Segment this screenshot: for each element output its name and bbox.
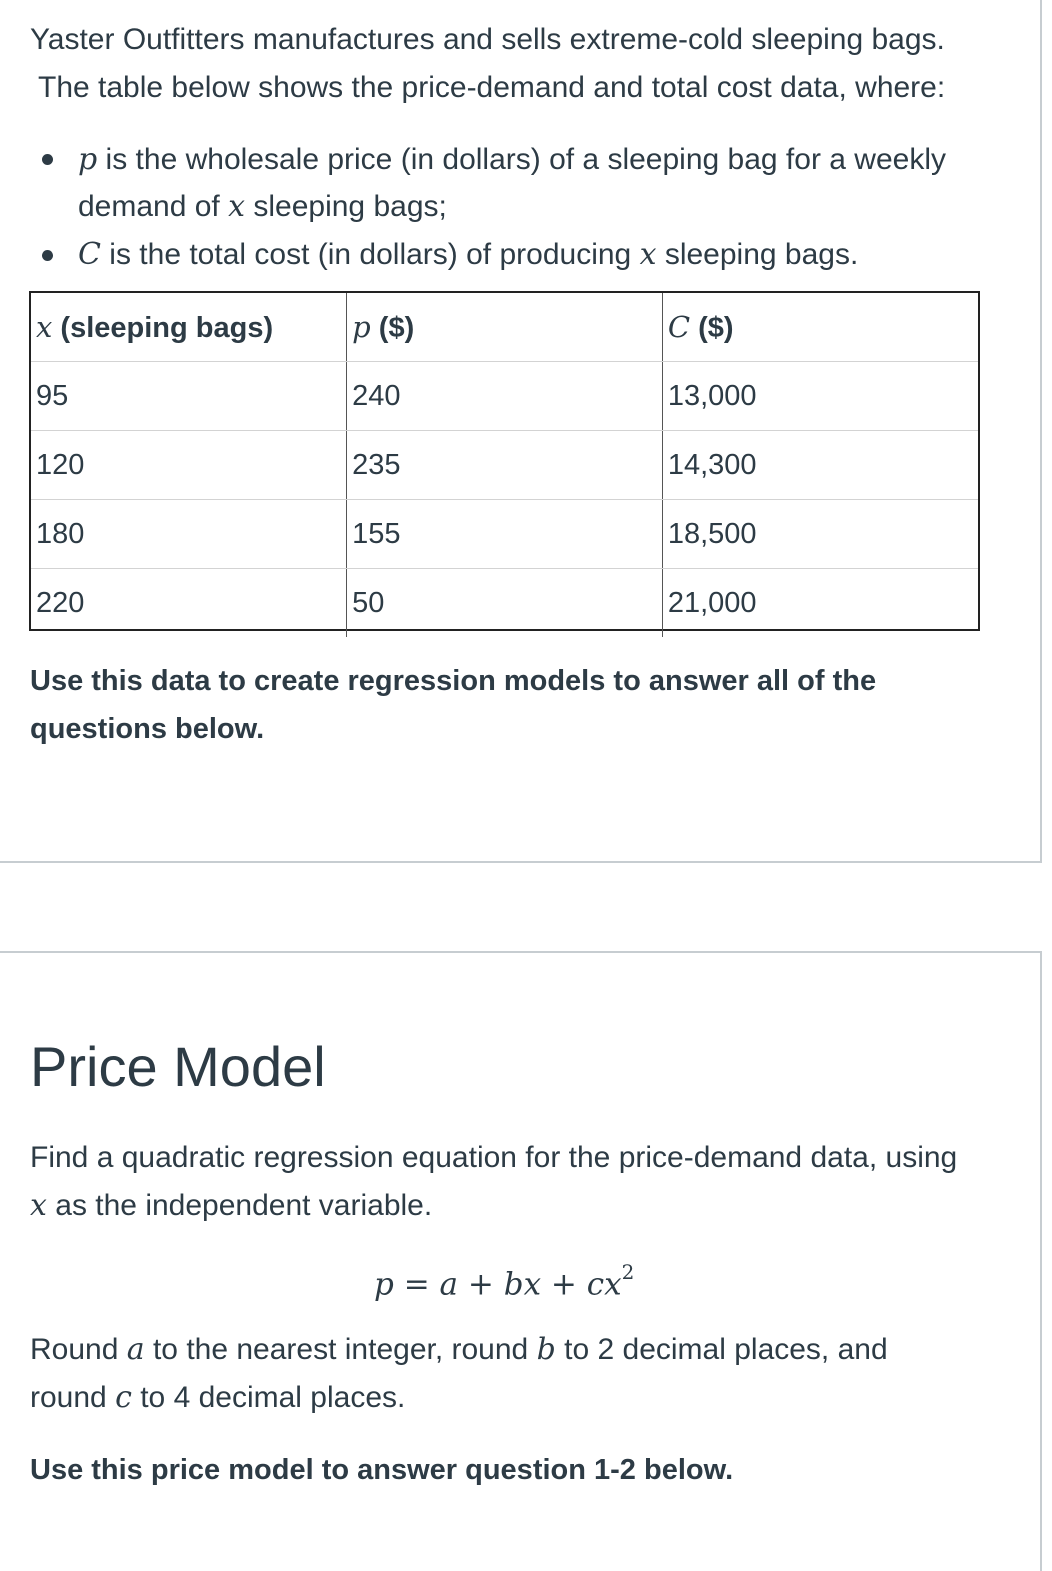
table-row	[31, 431, 978, 500]
cell-p: 235	[347, 431, 663, 500]
cell-p: 240	[347, 362, 663, 431]
data-table	[29, 291, 980, 631]
price-para-line-1: Find a quadratic regression equation for the price-demand data, using	[30, 1141, 958, 1174]
cell-C: 21,000	[662, 569, 978, 638]
table-row	[31, 362, 978, 431]
round-text: Round	[30, 1333, 127, 1366]
data-note-line-1: Use this data to create regression models to answer all of the	[30, 665, 877, 697]
cell-x: 95	[31, 362, 347, 431]
round-text: to the nearest integer, round	[144, 1333, 537, 1366]
bullet-dot	[42, 154, 53, 165]
header-C	[662, 293, 978, 362]
header-p	[347, 293, 663, 362]
intro-line-2: The table below shows the price-demand and total cost data, where:	[38, 71, 946, 104]
bullet-2-line-1	[78, 237, 858, 273]
bullet-2-text-b: sleeping bags.	[656, 238, 859, 271]
var-b: b	[536, 1332, 556, 1367]
eq-equals: =	[393, 1266, 440, 1303]
table-row	[31, 500, 978, 569]
var-c: c	[115, 1380, 132, 1415]
header-label: ($)	[690, 311, 734, 344]
cell-C: 13,000	[662, 362, 978, 431]
cell-p: 50	[347, 569, 663, 638]
price-para-line-2	[30, 1182, 432, 1230]
round-line-2	[30, 1374, 405, 1422]
round-text: round	[30, 1381, 116, 1414]
eq-bx: bx	[503, 1266, 542, 1303]
cell-p: 155	[347, 500, 663, 569]
var-x: x	[228, 189, 246, 224]
round-text: to 4 decimal places.	[131, 1381, 406, 1414]
eq-lhs: p	[374, 1266, 394, 1303]
round-line-1	[30, 1326, 888, 1374]
var-p: p	[352, 309, 371, 344]
bullet-1-text-2a: demand of	[78, 190, 229, 223]
var-x: x	[30, 1188, 47, 1223]
var-a: a	[126, 1332, 145, 1367]
eq-a: a	[439, 1266, 459, 1303]
bullet-1-text-2b: sleeping bags;	[245, 190, 447, 223]
var-p: p	[78, 142, 98, 177]
price-para-text: as the independent variable.	[46, 1189, 433, 1222]
intro-line-1: Yaster Outfitters manufactures and sells extreme-cold sleeping bags.	[30, 23, 945, 56]
header-x	[31, 293, 347, 362]
regression-equation	[374, 1254, 634, 1306]
table-row	[31, 569, 978, 638]
cell-C: 18,500	[662, 500, 978, 569]
price-model-note: Use this price model to answer question 1-2 below.	[30, 1454, 734, 1486]
cell-x: 180	[31, 500, 347, 569]
table-header-row	[31, 293, 978, 362]
bullet-1-line-2	[78, 189, 447, 225]
header-label: ($)	[370, 311, 415, 344]
eq-exponent: 2	[621, 1260, 635, 1284]
round-text: to 2 decimal places, and	[555, 1333, 888, 1366]
data-note-line-2: questions below.	[30, 713, 265, 745]
bullet-dot	[42, 250, 53, 261]
eq-cx: cx	[586, 1266, 622, 1303]
bullet-1-line-1	[78, 142, 946, 178]
bullet-1-text: is the wholesale price (in dollars) of a sleeping bag for a weekly	[97, 143, 946, 176]
cell-C: 14,300	[662, 431, 978, 500]
eq-plus: +	[541, 1266, 587, 1303]
section-title: Price Model	[30, 1035, 326, 1098]
var-x: x	[36, 309, 53, 344]
bullet-2-text-a: is the total cost (in dollars) of producing	[100, 238, 640, 271]
cell-x: 120	[31, 431, 347, 500]
header-label: (sleeping bags)	[52, 311, 274, 344]
cell-x: 220	[36, 586, 85, 619]
eq-plus: +	[458, 1266, 504, 1303]
var-C: C	[667, 309, 691, 344]
var-x: x	[639, 237, 657, 272]
var-C: C	[78, 237, 101, 272]
